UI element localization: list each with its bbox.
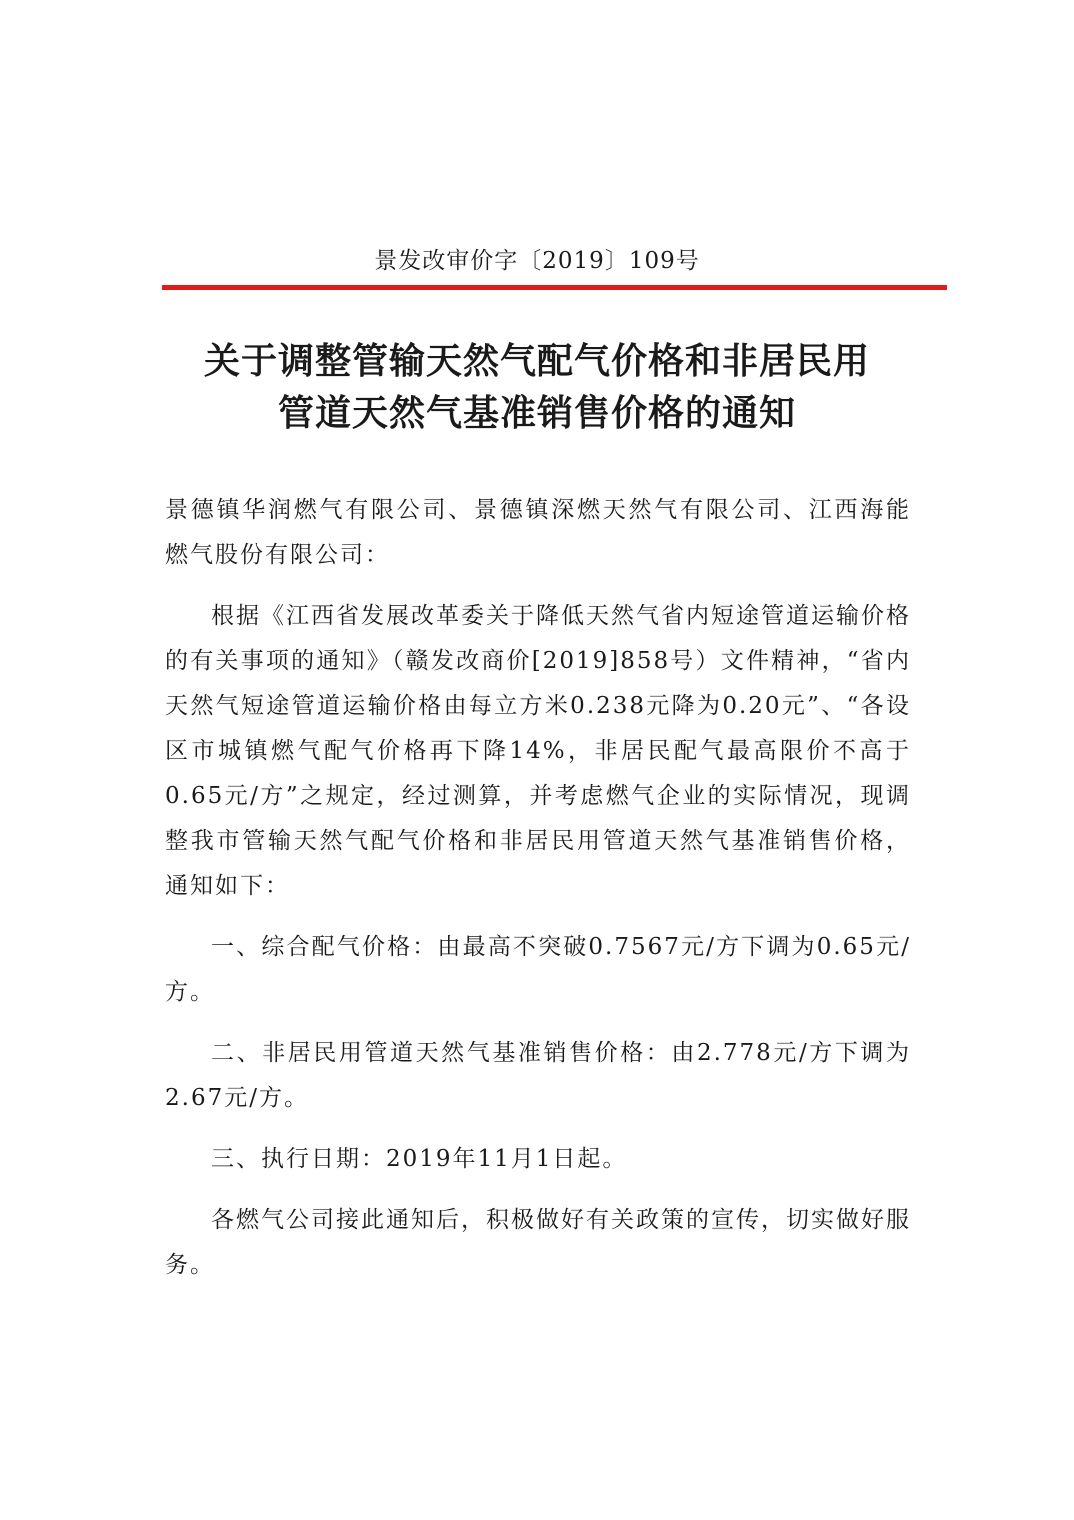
- closing-paragraph: 各燃气公司接此通知后，积极做好有关政策的宣传，切实做好服务。: [165, 1207, 911, 1278]
- item-1-paragraph: 一、综合配气价格：由最高不突破0.7567元/方下调为0.65元/方。: [165, 934, 911, 1005]
- red-divider-line: [162, 285, 947, 290]
- notice-title: [140, 336, 934, 440]
- document-number: 景发改审价字〔2019〕109号: [374, 248, 700, 274]
- title-line-1: 关于调整管输天然气配气价格和非居民用: [203, 341, 870, 382]
- addressee-paragraph: 景德镇华润燃气有限公司、景德镇深燃天然气有限公司、江西海能燃气股份有限公司：: [165, 497, 911, 568]
- title-line-2: 管道天然气基准销售价格的通知: [277, 393, 796, 434]
- item-3-paragraph: 三、执行日期：2019年11月1日起。: [211, 1146, 628, 1172]
- intro-paragraph: 根据《江西省发展改革委关于降低天然气省内短途管道运输价格的有关事项的通知》（赣发改商价[2019]858号）文件精神，“省内天然气短途管道运输价格由每立方米0.238元降为0.20元”、“各设区市城镇燃气配气价格再下降14%，非居民配气最高限价不高于0.65元/方”之规定，经过测算，并考虑燃气企业的实际情况，现调整我市管输天然气配气价格和非居民用管道天然气基准销售价格，通知如下：: [165, 603, 911, 899]
- notice-body: [165, 488, 911, 1304]
- item-2-paragraph: 二、非居民用管道天然气基准销售价格：由2.778元/方下调为2.67元/方。: [165, 1040, 911, 1111]
